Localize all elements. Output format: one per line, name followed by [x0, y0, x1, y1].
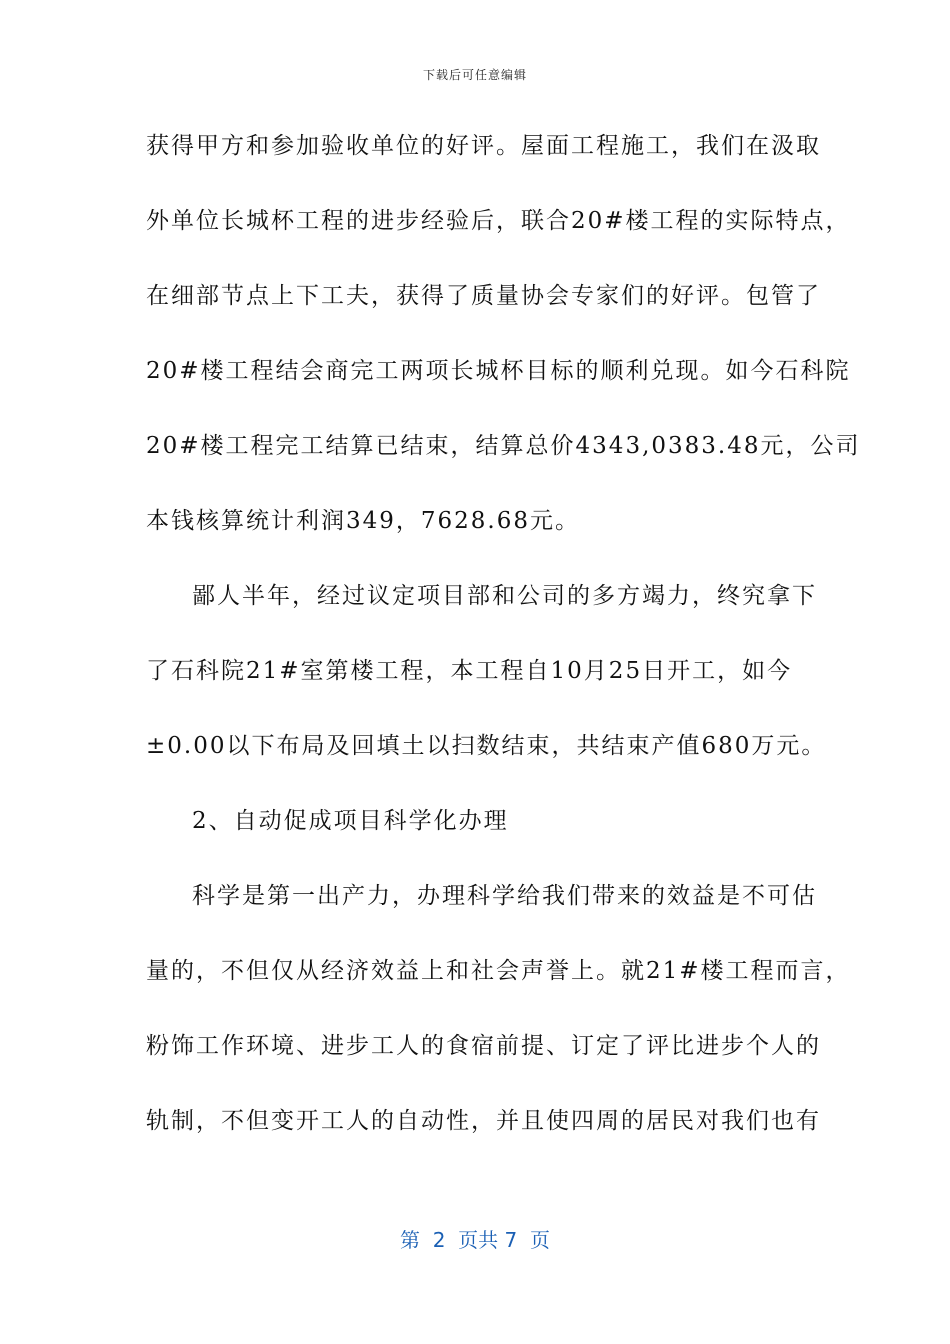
text-line-1: 获得甲方和参加验收单位的好评。屋面工程施工，我们在汲取	[146, 133, 821, 159]
text-line-6: 本钱核算统计利润349，7628.68元。	[146, 508, 581, 534]
text-line-2: 外单位长城杯工程的进步经验后，联合20#楼工程的实际特点，	[146, 208, 851, 234]
text-line-8: 了石科院21#室第楼工程，本工程自10月25日开工，如今	[146, 658, 793, 684]
document-body	[146, 118, 861, 1168]
text-line-7: 鄙人半年，经过议定项目部和公司的多方竭力，终究拿下	[192, 583, 817, 609]
text-line-14: 轨制，不但变开工人的自动性，并且使四周的居民对我们也有	[146, 1108, 821, 1134]
page-number-footer: 第 2 页共 7 页	[400, 1228, 550, 1252]
text-line-4: 20#楼工程结会商完工两项长城杯目标的顺利兑现。如今石科院	[146, 358, 851, 384]
text-line-13: 粉饰工作环境、进步工人的食宿前提、订定了评比进步个人的	[146, 1033, 821, 1059]
text-line-5: 20#楼工程完工结算已结束，结算总价4343,0383.48元，公司	[146, 433, 861, 459]
page-header: 下载后可任意编辑	[422, 68, 527, 82]
text-line-3: 在细部节点上下工夫，获得了质量协会专家们的好评。包管了	[146, 283, 821, 309]
text-line-11: 科学是第一出产力，办理科学给我们带来的效益是不可估	[192, 883, 817, 909]
text-line-12: 量的，不但仅从经济效益上和社会声誉上。就21#楼工程而言，	[146, 958, 851, 984]
section-heading: 2、自动促成项目科学化办理	[192, 808, 509, 834]
text-line-9: ±0.00以下布局及回填土以扫数结束，共结束产值680万元。	[146, 733, 827, 759]
